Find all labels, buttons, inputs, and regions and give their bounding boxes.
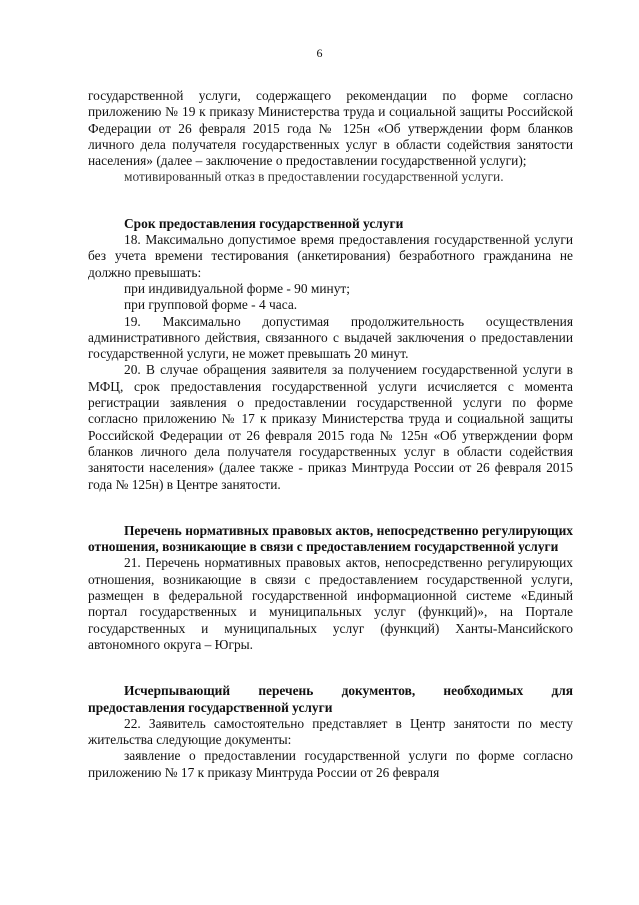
section-heading-documents: Исчерпывающий перечень документов, необходимых для предоставления государственной услуги: [88, 683, 573, 715]
paragraph-20: 20. В случае обращения заявителя за получением государственной услуги в МФЦ, срок предоставления государственной услуги исчисляется с момента регистрации заявления о предоставлении государственной услуги по форме согласно приложению № 17 к приказу Министерства труда и социальной защиты Российской Федерации от 26 февраля 2015 года № 125н «Об утверждении форм бланков личного дела получателя государственных услуг в области содействия занятости населения» (далее также - приказ Минтруда России от 26 февраля 2015 года № 125н) в Центре занятости.: [88, 362, 573, 492]
paragraph-21: 21. Перечень нормативных правовых актов, непосредственно регулирующих отношения, возникающие в связи с предоставлением государственной услуги, размещен в федеральной государственной информационной системе «Единый портал государственных и муниципальных услуг (функций)», на Портале государственных и муниципальных услуг (функций) Ханты-Мансийского автономного округа – Югры.: [88, 555, 573, 652]
section-heading-term: Срок предоставления государственной услуги: [124, 215, 404, 231]
spacer: [88, 493, 573, 523]
paragraph-22: 22. Заявитель самостоятельно представляет в Центр занятости по месту жительства следующие документы:: [88, 715, 573, 748]
section-heading-legal-acts: Перечень нормативных правовых актов, непосредственно регулирующих отношения, возникающие в связи с предоставлением государственной услуги: [88, 522, 573, 555]
spacer: [88, 653, 573, 683]
document-body: [88, 88, 573, 781]
paragraph-18: 18. Максимально допустимое время предоставления государственной услуги без учета времени тестирования (анкетирования) безработного гражданина не должно превышать:: [88, 232, 573, 280]
paragraph-18-group: при групповой форме - 4 часа.: [124, 297, 298, 313]
paragraph-19: 19. Максимально допустимая продолжительность осуществления административного действия, связанного с выдачей заключения о предоставлении государственной услуги, не может превышать 20 минут.: [88, 313, 573, 362]
paragraph-22-application: заявление о предоставлении государственной услуги по форме согласно приложению № 17 к приказу Минтруда России от 26 февраля: [88, 748, 573, 780]
paragraph-refusal: мотивированный отказ в предоставлении государственной услуги.: [124, 169, 504, 185]
paragraph-18-individual: при индивидуальной форме - 90 минут;: [124, 280, 350, 296]
page-number: 6: [316, 46, 323, 60]
spacer: [88, 186, 573, 216]
paragraph-continuation: государственной услуги, содержащего рекомендации по форме согласно приложению № 19 к приказу Министерства труда и социальной защиты Российской Федерации от 26 февраля 2015 года № 125н «Об утверждении форм бланков личного дела получателя государственных услуг в области содействия занятости населения» (далее – заключение о предоставлении государственной услуги);: [88, 88, 573, 169]
